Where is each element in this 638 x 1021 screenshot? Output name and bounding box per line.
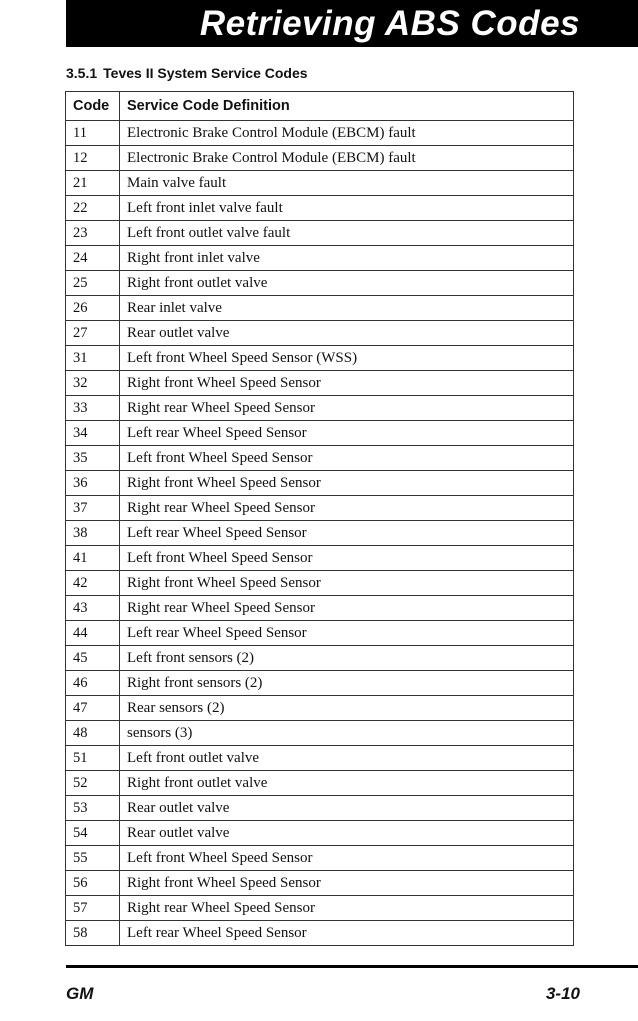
table-row (66, 571, 574, 596)
table-row (66, 621, 574, 646)
service-code-definition: Right front sensors (2) (120, 671, 574, 696)
service-code: 23 (66, 221, 120, 246)
service-code: 48 (66, 721, 120, 746)
table-row (66, 846, 574, 871)
table-row (66, 396, 574, 421)
service-code-definition: Left front Wheel Speed Sensor (120, 546, 574, 571)
table-row (66, 446, 574, 471)
table-header-row (66, 92, 574, 121)
table-row (66, 496, 574, 521)
table-row (66, 746, 574, 771)
service-code: 22 (66, 196, 120, 221)
table-row (66, 271, 574, 296)
service-code: 32 (66, 371, 120, 396)
table-row (66, 521, 574, 546)
service-code-definition: Left front Wheel Speed Sensor (120, 446, 574, 471)
service-code-definition: Right front outlet valve (120, 771, 574, 796)
service-code-definition: Right rear Wheel Speed Sensor (120, 896, 574, 921)
service-code-definition: Left front Wheel Speed Sensor (120, 846, 574, 871)
service-code-definition: Main valve fault (120, 171, 574, 196)
service-code-definition: Rear inlet valve (120, 296, 574, 321)
service-code: 11 (66, 121, 120, 146)
service-code: 33 (66, 396, 120, 421)
service-code-definition: Left rear Wheel Speed Sensor (120, 621, 574, 646)
table-row (66, 721, 574, 746)
service-code: 57 (66, 896, 120, 921)
service-code: 46 (66, 671, 120, 696)
service-code: 21 (66, 171, 120, 196)
service-code-definition: Right front inlet valve (120, 246, 574, 271)
section-title: Teves II System Service Codes (103, 65, 308, 81)
service-code: 56 (66, 871, 120, 896)
service-code: 26 (66, 296, 120, 321)
footer-brand: GM (66, 984, 94, 1003)
table-row (66, 321, 574, 346)
table-row (66, 371, 574, 396)
table-row (66, 821, 574, 846)
service-code: 25 (66, 271, 120, 296)
service-code: 34 (66, 421, 120, 446)
service-code: 24 (66, 246, 120, 271)
service-code-definition: Left rear Wheel Speed Sensor (120, 921, 574, 946)
column-header-definition: Service Code Definition (120, 92, 574, 121)
table-row (66, 471, 574, 496)
service-code-definition: Left front outlet valve (120, 746, 574, 771)
service-code: 52 (66, 771, 120, 796)
service-code-definition: Electronic Brake Control Module (EBCM) fault (120, 121, 574, 146)
service-code: 51 (66, 746, 120, 771)
service-code-definition: Right front Wheel Speed Sensor (120, 871, 574, 896)
service-code: 53 (66, 796, 120, 821)
service-code: 58 (66, 921, 120, 946)
service-code: 35 (66, 446, 120, 471)
section-number: 3.5.1 (66, 65, 98, 81)
section-heading (66, 64, 308, 82)
table-body (66, 121, 574, 946)
table-row (66, 896, 574, 921)
page-number: 3-10 (545, 984, 580, 1003)
table-row (66, 146, 574, 171)
service-code-definition: Right front Wheel Speed Sensor (120, 371, 574, 396)
service-code: 55 (66, 846, 120, 871)
table-row (66, 221, 574, 246)
table-row (66, 671, 574, 696)
table-row (66, 246, 574, 271)
service-code-definition: Left rear Wheel Speed Sensor (120, 421, 574, 446)
table-row (66, 546, 574, 571)
service-code-definition: Right front Wheel Speed Sensor (120, 571, 574, 596)
table-row (66, 796, 574, 821)
table-row (66, 171, 574, 196)
table-row (66, 921, 574, 946)
table-row (66, 296, 574, 321)
table-row (66, 771, 574, 796)
footer-rule (66, 965, 638, 968)
service-code: 31 (66, 346, 120, 371)
service-code-definition: Right rear Wheel Speed Sensor (120, 596, 574, 621)
table-row (66, 696, 574, 721)
table-row (66, 421, 574, 446)
service-code: 47 (66, 696, 120, 721)
service-code: 44 (66, 621, 120, 646)
service-code-definition: Rear outlet valve (120, 321, 574, 346)
column-header-code: Code (66, 92, 120, 121)
service-code-definition: Left front inlet valve fault (120, 196, 574, 221)
service-code-definition: Right front outlet valve (120, 271, 574, 296)
service-code-definition: Left front Wheel Speed Sensor (WSS) (120, 346, 574, 371)
service-code: 38 (66, 521, 120, 546)
service-code: 41 (66, 546, 120, 571)
table-row (66, 871, 574, 896)
table-row (66, 196, 574, 221)
service-code: 12 (66, 146, 120, 171)
service-code-definition: Rear sensors (2) (120, 696, 574, 721)
service-code-definition: Rear outlet valve (120, 821, 574, 846)
service-code-definition: sensors (3) (120, 721, 574, 746)
service-code-definition: Right front Wheel Speed Sensor (120, 471, 574, 496)
table-row (66, 646, 574, 671)
page-title: Retrieving ABS Codes (199, 4, 580, 43)
service-code-definition: Left front outlet valve fault (120, 221, 574, 246)
table-row (66, 346, 574, 371)
header-bar (66, 0, 638, 47)
service-code: 27 (66, 321, 120, 346)
service-code: 43 (66, 596, 120, 621)
service-code-definition: Right rear Wheel Speed Sensor (120, 396, 574, 421)
service-code: 37 (66, 496, 120, 521)
service-code-definition: Left rear Wheel Speed Sensor (120, 521, 574, 546)
table-row (66, 596, 574, 621)
service-code: 36 (66, 471, 120, 496)
service-code-definition: Left front sensors (2) (120, 646, 574, 671)
service-code: 45 (66, 646, 120, 671)
service-code: 42 (66, 571, 120, 596)
service-code: 54 (66, 821, 120, 846)
service-code-definition: Right rear Wheel Speed Sensor (120, 496, 574, 521)
service-code-definition: Electronic Brake Control Module (EBCM) fault (120, 146, 574, 171)
service-code-definition: Rear outlet valve (120, 796, 574, 821)
service-codes-table (65, 91, 574, 946)
table-row (66, 121, 574, 146)
